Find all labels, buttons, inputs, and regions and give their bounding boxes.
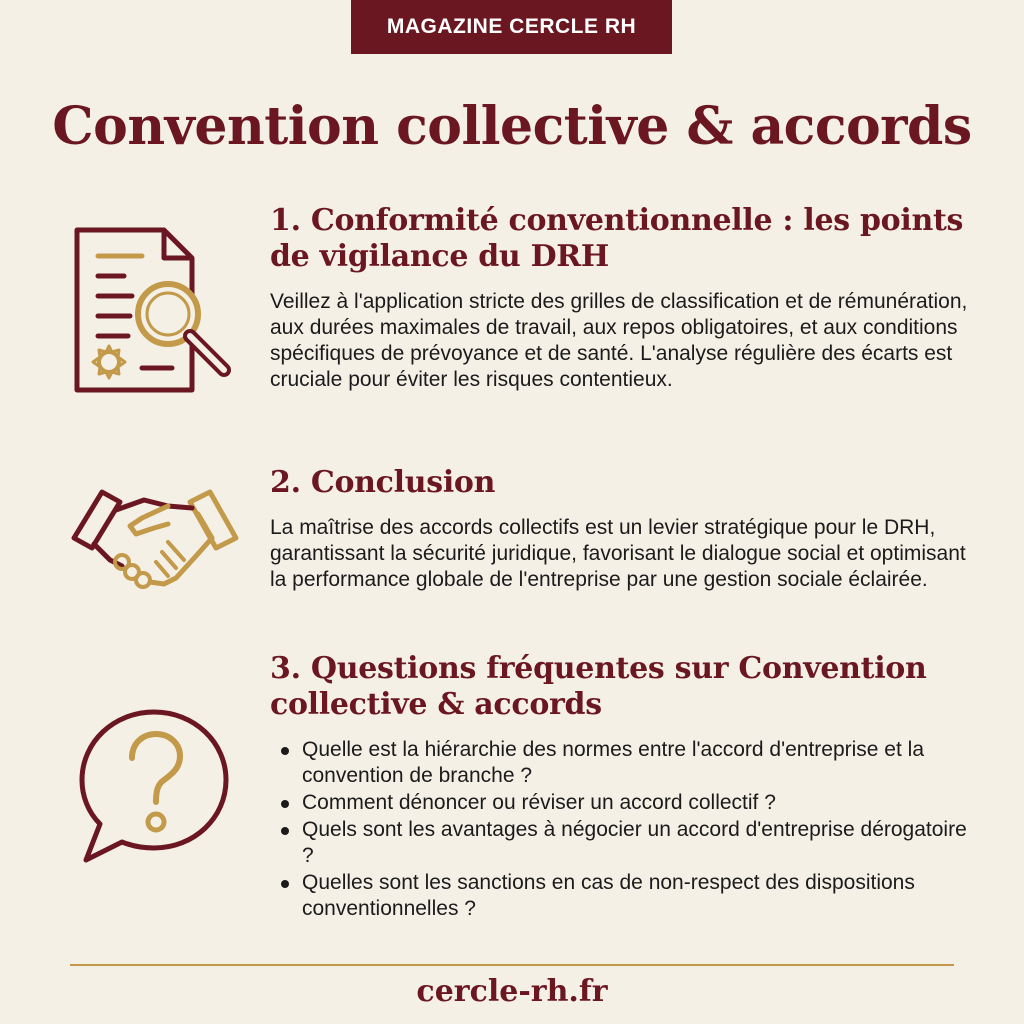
page-title: Convention collective & accords — [52, 96, 972, 157]
section-heading: 3. Questions fréquentes sur Convention collective & accords — [270, 651, 927, 722]
section-heading: 1. Conformité conventionnelle : les points de vigilance du DRH — [270, 203, 964, 274]
section-heading: 2. Conclusion — [270, 465, 496, 500]
list-item: Comment dénoncer ou réviser un accord collectif ? — [302, 790, 970, 816]
handshake-icon — [70, 486, 240, 596]
footer-site-link[interactable]: cercle-rh.fr — [416, 974, 608, 1009]
list-item: Quelle est la hiérarchie des normes entre l'accord d'entreprise et la convention de branche ? — [302, 737, 970, 789]
question-bubble-icon — [78, 708, 230, 864]
list-item: Quels sont les avantages à négocier un accord d'entreprise dérogatoire ? — [302, 817, 970, 869]
section-faq — [270, 651, 970, 923]
footer-divider — [70, 964, 954, 966]
section-body: Veillez à l'application stricte des grilles de classification et de rémunération, aux durées maximales de travail, aux repos obligatoires, et aux conditions spécifiques de prévoyance et de santé. L'analyse régulière des écarts est cruciale pour éviter les risques contentieux. — [270, 290, 968, 391]
section-conformite — [270, 203, 970, 393]
section-body: La maîtrise des accords collectifs est un levier stratégique pour le DRH, garantissant la sécurité juridique, favorisant le dialogue social et optimisant la performance globale de l'entreprise par une gestion sociale éclairée. — [270, 516, 966, 591]
faq-list — [270, 737, 970, 922]
magazine-banner: MAGAZINE CERCLE RH — [351, 0, 672, 54]
document-search-icon — [72, 226, 237, 398]
list-item: Quelles sont les sanctions en cas de non-respect des dispositions conventionnelles ? — [302, 870, 970, 922]
section-conclusion — [270, 465, 970, 593]
